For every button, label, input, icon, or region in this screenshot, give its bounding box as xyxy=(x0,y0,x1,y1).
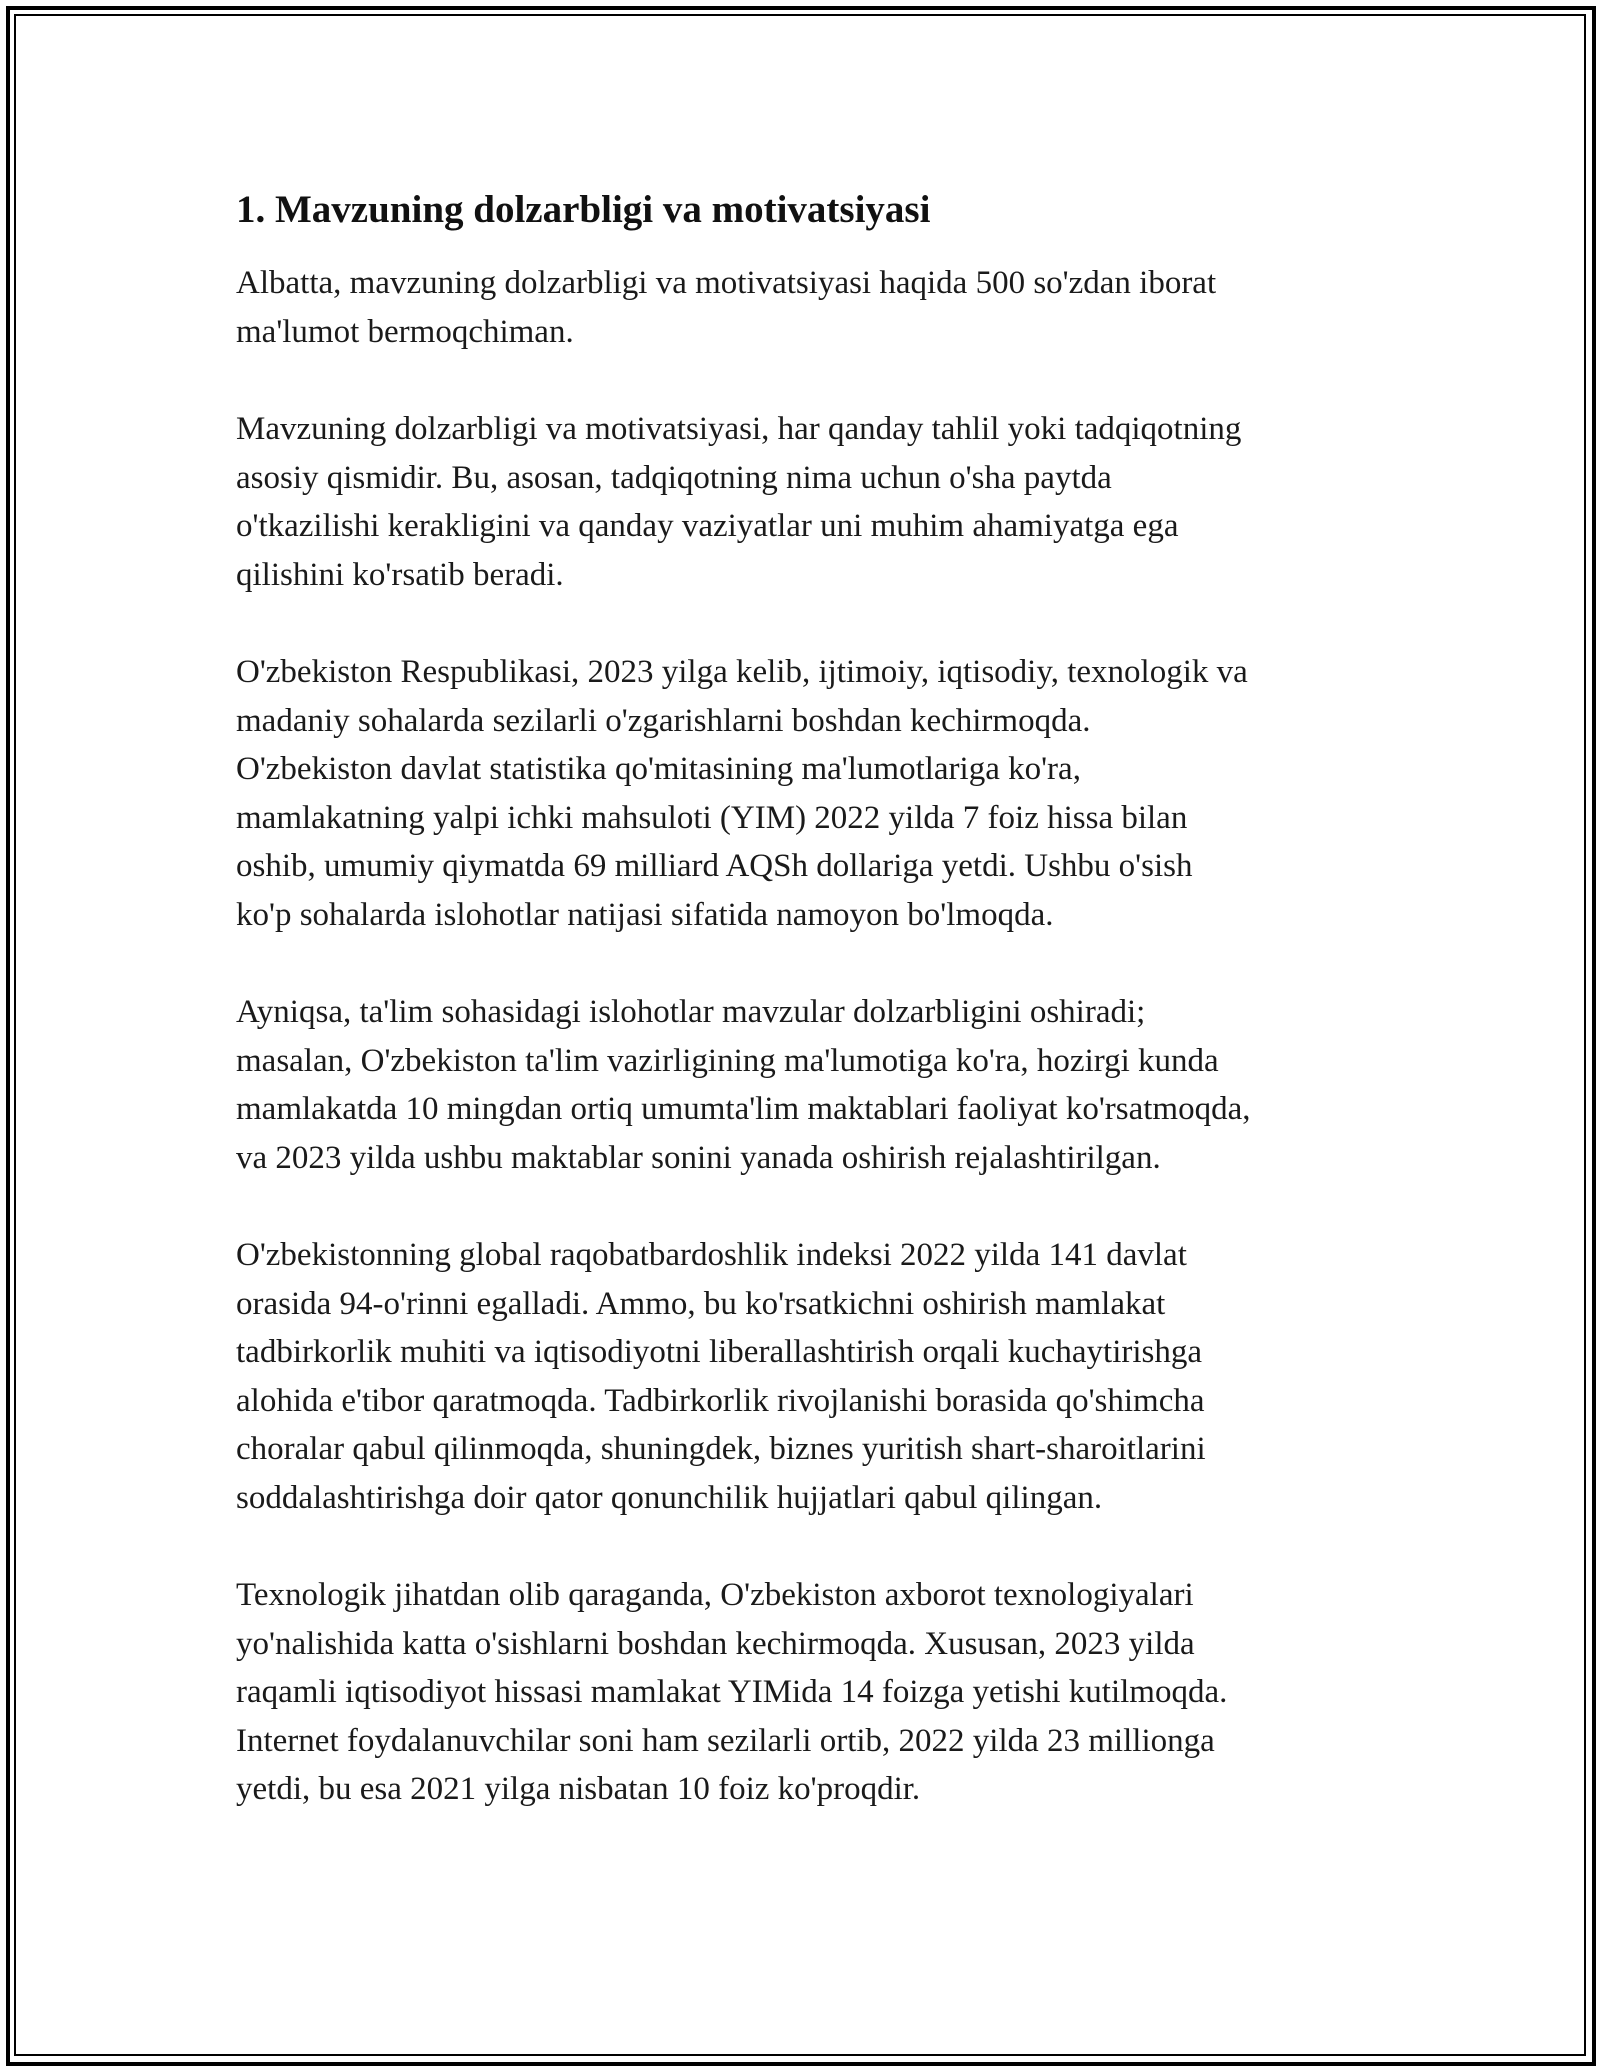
paragraph-education xyxy=(236,988,1396,1182)
text-line: Albatta, mavzuning dolzarbligi va motivatsiyasi haqida 500 so'zdan iborat xyxy=(236,265,1217,301)
paragraph-economy xyxy=(236,648,1396,939)
text-line: oshib, umumiy qiymatda 69 milliard AQSh dollariga yetdi. Ushbu o'sish xyxy=(236,848,1193,884)
text-line: Mavzuning dolzarbligi va motivatsiyasi, har qanday tahlil yoki tadqiqotning xyxy=(236,411,1242,447)
text-line: ma'lumot bermoqchiman. xyxy=(236,313,574,350)
text-line: alohida e'tibor qaratmoqda. Tadbirkorlik rivojlanishi borasida qo'shimcha xyxy=(236,1382,1205,1419)
paragraph-definition xyxy=(236,405,1396,599)
text-line: soddalashtirishga doir qator qonunchilik hujjatlari qabul qilingan. xyxy=(236,1479,1103,1516)
text-line: orasida 94-o'rinni egalladi. Ammo, bu ko'rsatkichni oshirish mamlakat xyxy=(236,1285,1166,1322)
paragraph-competitiveness xyxy=(236,1231,1396,1522)
text-line: O'zbekistonning global raqobatbardoshlik indeksi 2022 yilda 141 davlat xyxy=(236,1237,1187,1273)
text-line: qilishini ko'rsatib beradi. xyxy=(236,556,564,593)
text-line: O'zbekiston davlat statistika qo'mitasining ma'lumotlariga ko'ra, xyxy=(236,751,1081,787)
text-line: raqamli iqtisodiyot hissasi mamlakat YIMida 14 foizga yetishi kutilmoqda. xyxy=(236,1674,1228,1710)
text-line: ko'p sohalarda islohotlar natijasi sifatida namoyon bo'lmoqda. xyxy=(236,896,1054,933)
text-line: va 2023 yilda ushbu maktablar sonini yanada oshirish rejalashtirilgan. xyxy=(236,1139,1161,1176)
paragraph-intro xyxy=(236,259,1396,356)
text-line: mamlakatning yalpi ichki mahsuloti (YIM) 2022 yilda 7 foiz hissa bilan xyxy=(236,799,1188,836)
text-line: tadbirkorlik muhiti va iqtisodiyotni liberallashtirish orqali kuchaytirishga xyxy=(236,1334,1203,1370)
text-line: Texnologik jihatdan olib qaraganda, O'zbekiston axborot texnologiyalari xyxy=(236,1577,1194,1613)
text-line: choralar qabul qilinmoqda, shuningdek, biznes yuritish shart-sharoitlarini xyxy=(236,1431,1206,1467)
paragraph-technology xyxy=(236,1571,1396,1814)
text-line: o'tkazilishi kerakligini va qanday vaziyatlar uni muhim ahamiyatga ega xyxy=(236,508,1179,544)
text-line: Internet foydalanuvchilar soni ham sezilarli ortib, 2022 yilda 23 millionga xyxy=(236,1722,1215,1759)
text-line: madaniy sohalarda sezilarli o'zgarishlarni boshdan kechirmoqda. xyxy=(236,702,1091,739)
text-line: yo'nalishida katta o'sishlarni boshdan kechirmoqda. Xususan, 2023 yilda xyxy=(236,1625,1195,1662)
text-line: O'zbekiston Respublikasi, 2023 yilga kelib, ijtimoiy, iqtisodiy, texnologik va xyxy=(236,654,1248,690)
text-line: mamlakatda 10 mingdan ortiq umumta'lim maktablari faoliyat ko'rsatmoqda, xyxy=(236,1091,1251,1127)
section-heading: 1. Mavzuning dolzarbligi va motivatsiyasi xyxy=(236,188,931,231)
text-line: Ayniqsa, ta'lim sohasidagi islohotlar mavzular dolzarbligini oshiradi; xyxy=(236,994,1146,1030)
text-line: asosiy qismidir. Bu, asosan, tadqiqotning nima uchun o'sha paytda xyxy=(236,459,1112,496)
document-body xyxy=(236,185,1396,1814)
text-line: masalan, O'zbekiston ta'lim vazirligining ma'lumotiga ko'ra, hozirgi kunda xyxy=(236,1042,1219,1079)
text-line: yetdi, bu esa 2021 yilga nisbatan 10 foiz ko'proqdir. xyxy=(236,1771,921,1807)
